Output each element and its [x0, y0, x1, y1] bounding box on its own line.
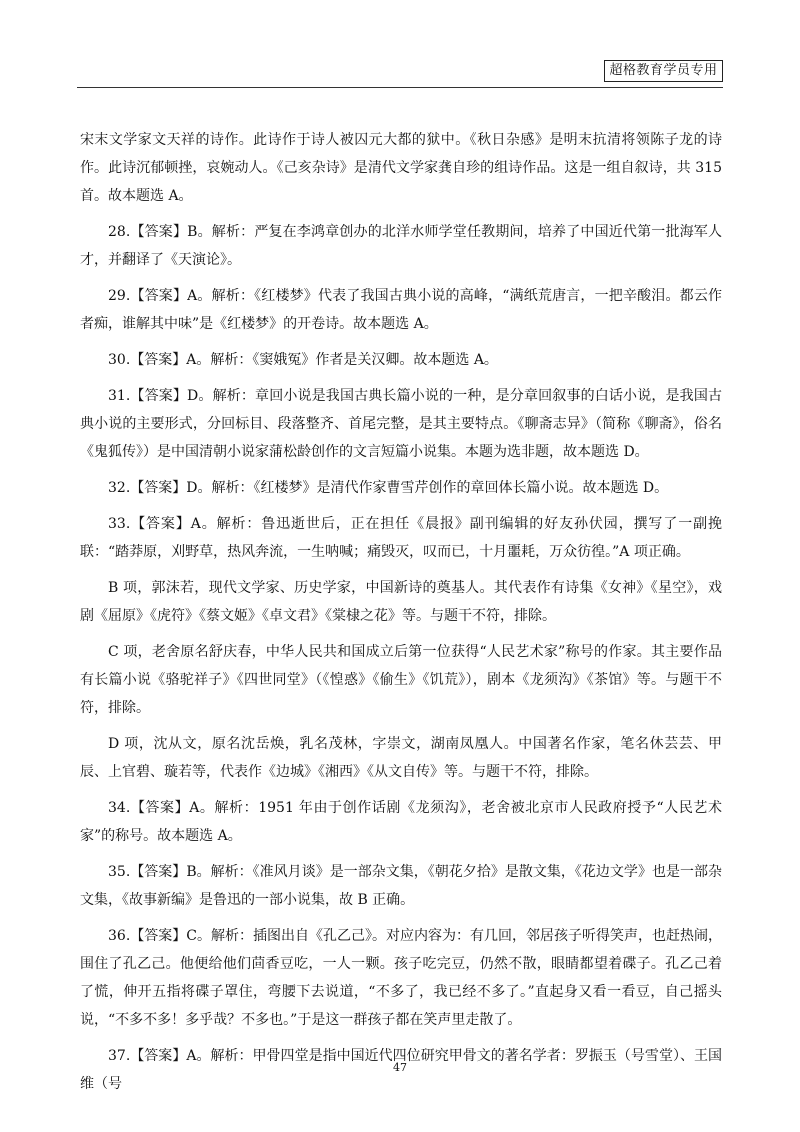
paragraph-q33-option-d: D 项，沈从文，原名沈岳焕，乳名茂林，字崇文，湖南凤凰人。中国著名作家，笔名休芸芸、甲辰、上官碧、璇若等，代表作《边城》《湘西》《从文自传》等。与题干不符，排除。	[80, 736, 722, 780]
watermark-stamp: 超格教育学员专用	[604, 60, 723, 82]
paragraph-q34: 34.【答案】A。解析：1951 年由于创作话剧《龙须沟》，老舍被北京市人民政府授予“人民艺术家”的称号。故本题选 A。	[80, 800, 722, 844]
answer-explanations	[80, 126, 722, 1106]
paragraph-q30: 30.【答案】A。解析：《窦娥冤》作者是关汉卿。故本题选 A。	[108, 352, 498, 368]
header-rule	[77, 87, 723, 88]
paragraph-q31: 31.【答案】D。解析：章回小说是我国古典长篇小说的一种，是分章回叙事的白话小说，是我国古典小说的主要形式，分回标目、段落整齐、首尾完整，是其主要特点。《聊斋志异》（简称《聊斋》，俗名《鬼狐传》）是中国清朝小说家蒲松龄创作的文言短篇小说集。本题为选非题，故本题选 D。	[80, 388, 722, 460]
paragraph-q36: 36.【答案】C。解析：插图出自《孔乙己》。对应内容为：有几回，邻居孩子听得笑声，也赶热闹，围住了孔乙己。他便给他们茴香豆吃，一人一颗。孩子吃完豆，仍然不散，眼睛都望着碟子。孔乙己着了慌，伸开五指将碟子罩住，弯腰下去说道，“不多了，我已经不多了。”直起身又看一看豆，自己摇头说，“不多不多！多乎哉？不多也。”于是这一群孩子都在笑声里走散了。	[80, 928, 722, 1028]
paragraph-q33: 33.【答案】A。解析：鲁迅逝世后，正在担任《晨报》副刊编辑的好友孙伏园，撰写了一副挽联：“踏莽原，刈野草，热风奔流，一生呐喊；痛毁灭，叹而已，十月噩耗，万众彷徨。”A 项正确。	[80, 516, 722, 560]
page-number: 47	[393, 1061, 407, 1074]
paragraph-q28: 28.【答案】B。解析：严复在李鸿章创办的北洋水师学堂任教期间，培养了中国近代第一批海军人才，并翻译了《天演论》。	[80, 224, 722, 268]
paragraph-q33-option-b: B 项，郭沫若，现代文学家、历史学家，中国新诗的奠基人。其代表作有诗集《女神》《星空》，戏剧《屈原》《虎符》《蔡文姬》《卓文君》《棠棣之花》等。与题干不符，排除。	[80, 580, 722, 624]
paragraph-q29: 29.【答案】A。解析：《红楼梦》代表了我国古典小说的高峰，“满纸荒唐言，一把辛酸泪。都云作者痴，谁解其中味”是《红楼梦》的开卷诗。故本题选 A。	[80, 288, 722, 332]
paragraph-q37: 37.【答案】A。解析：甲骨四堂是指中国近代四位研究甲骨文的著名学者：罗振玉（号雪堂）、王国维（号	[80, 1048, 722, 1092]
paragraph-q32: 32.【答案】D。解析：《红楼梦》是清代作家曹雪芹创作的章回体长篇小说。故本题选 D。	[108, 480, 669, 496]
paragraph-q35: 35.【答案】B。解析：《准风月谈》是一部杂文集，《朝花夕拾》是散文集，《花边文学》也是一部杂文集，《故事新编》是鲁迅的一部小说集，故 B 正确。	[80, 864, 722, 908]
paragraph-continuation: 宋末文学家文天祥的诗作。此诗作于诗人被囚元大都的狱中。《秋日杂感》是明末抗清将领陈子龙的诗作。此诗沉郁顿挫，哀婉动人。《己亥杂诗》是清代文学家龚自珍的组诗作品。这是一组自叙诗，共 315 首。故本题选 A。	[80, 132, 722, 204]
paragraph-q33-option-c: C 项，老舍原名舒庆春，中华人民共和国成立后第一位获得“人民艺术家”称号的作家。其主要作品有长篇小说《骆驼祥子》《四世同堂》（《惶惑》《偷生》《饥荒》），剧本《龙须沟》《茶馆》等。与题干不符，排除。	[80, 644, 722, 716]
